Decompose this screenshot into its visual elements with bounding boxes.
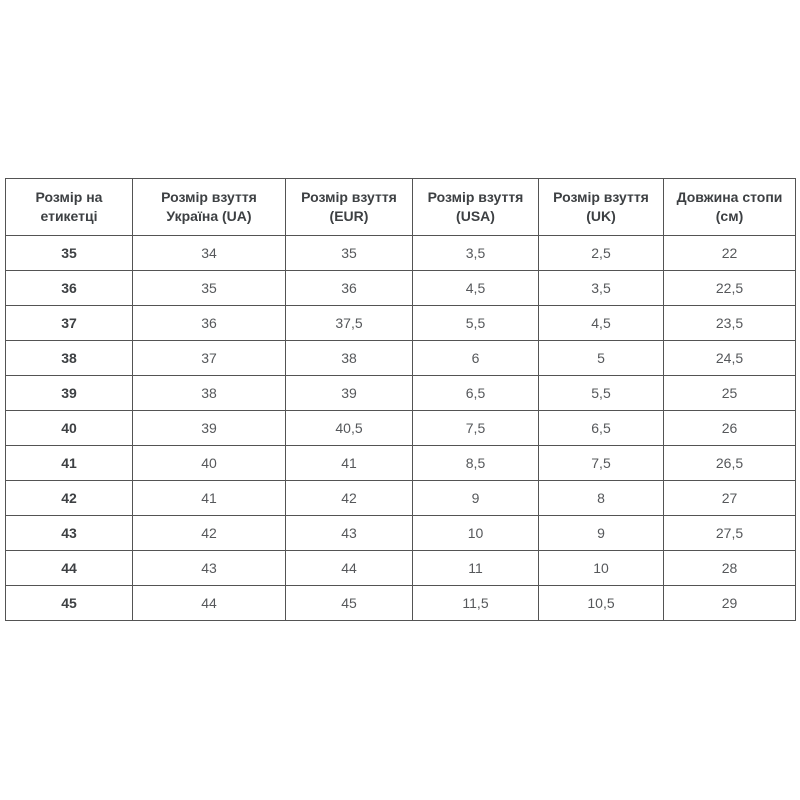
table-cell: 27 bbox=[664, 481, 796, 516]
table-cell: 43 bbox=[133, 551, 286, 586]
table-cell: 25 bbox=[664, 376, 796, 411]
table-cell: 9 bbox=[539, 516, 664, 551]
table-cell: 41 bbox=[133, 481, 286, 516]
table-cell: 36 bbox=[286, 271, 413, 306]
column-header-usa-size: Розмір взуття (USA) bbox=[413, 179, 539, 236]
table-cell: 4,5 bbox=[539, 306, 664, 341]
column-header-ua-size: Розмір взуття Україна (UA) bbox=[133, 179, 286, 236]
shoe-size-conversion-table bbox=[5, 178, 796, 621]
row-label: 35 bbox=[6, 236, 133, 271]
table-cell: 27,5 bbox=[664, 516, 796, 551]
table-cell: 9 bbox=[413, 481, 539, 516]
table-row bbox=[6, 306, 796, 341]
table-row bbox=[6, 446, 796, 481]
row-label: 40 bbox=[6, 411, 133, 446]
table-row bbox=[6, 551, 796, 586]
column-header-label-size: Розмір на етикетці bbox=[6, 179, 133, 236]
table-cell: 6,5 bbox=[539, 411, 664, 446]
row-label: 38 bbox=[6, 341, 133, 376]
table-cell: 34 bbox=[133, 236, 286, 271]
table-cell: 36 bbox=[133, 306, 286, 341]
table-cell: 39 bbox=[133, 411, 286, 446]
row-label: 39 bbox=[6, 376, 133, 411]
table-cell: 6 bbox=[413, 341, 539, 376]
table-cell: 38 bbox=[286, 341, 413, 376]
row-label: 41 bbox=[6, 446, 133, 481]
table-cell: 23,5 bbox=[664, 306, 796, 341]
table-cell: 7,5 bbox=[539, 446, 664, 481]
table-cell: 11,5 bbox=[413, 586, 539, 621]
table-cell: 8 bbox=[539, 481, 664, 516]
table-cell: 42 bbox=[133, 516, 286, 551]
table-row bbox=[6, 271, 796, 306]
table-cell: 28 bbox=[664, 551, 796, 586]
table-cell: 22,5 bbox=[664, 271, 796, 306]
table-cell: 24,5 bbox=[664, 341, 796, 376]
table-row bbox=[6, 411, 796, 446]
table-cell: 43 bbox=[286, 516, 413, 551]
table-cell: 5,5 bbox=[539, 376, 664, 411]
column-header-foot-length: Довжина стопи (см) bbox=[664, 179, 796, 236]
table-cell: 8,5 bbox=[413, 446, 539, 481]
table-cell: 35 bbox=[286, 236, 413, 271]
table-cell: 3,5 bbox=[539, 271, 664, 306]
table-cell: 26,5 bbox=[664, 446, 796, 481]
table-cell: 40 bbox=[133, 446, 286, 481]
table-cell: 5 bbox=[539, 341, 664, 376]
column-header-uk-size: Розмір взуття (UK) bbox=[539, 179, 664, 236]
table-cell: 37 bbox=[133, 341, 286, 376]
table-row bbox=[6, 341, 796, 376]
table-cell: 35 bbox=[133, 271, 286, 306]
table-cell: 10 bbox=[413, 516, 539, 551]
table-cell: 2,5 bbox=[539, 236, 664, 271]
table-cell: 45 bbox=[286, 586, 413, 621]
table-cell: 38 bbox=[133, 376, 286, 411]
table-row bbox=[6, 376, 796, 411]
column-header-eur-size: Розмір взуття (EUR) bbox=[286, 179, 413, 236]
table-header bbox=[6, 179, 796, 236]
table-cell: 26 bbox=[664, 411, 796, 446]
table-row bbox=[6, 586, 796, 621]
row-label: 37 bbox=[6, 306, 133, 341]
table-cell: 37,5 bbox=[286, 306, 413, 341]
table-cell: 42 bbox=[286, 481, 413, 516]
table-cell: 41 bbox=[286, 446, 413, 481]
table-row bbox=[6, 481, 796, 516]
table-body bbox=[6, 236, 796, 621]
table-cell: 22 bbox=[664, 236, 796, 271]
row-label: 36 bbox=[6, 271, 133, 306]
row-label: 42 bbox=[6, 481, 133, 516]
table-cell: 4,5 bbox=[413, 271, 539, 306]
row-label: 45 bbox=[6, 586, 133, 621]
table-row bbox=[6, 236, 796, 271]
header-row bbox=[6, 179, 796, 236]
row-label: 44 bbox=[6, 551, 133, 586]
table-row bbox=[6, 516, 796, 551]
table-cell: 44 bbox=[286, 551, 413, 586]
table-cell: 39 bbox=[286, 376, 413, 411]
table-cell: 40,5 bbox=[286, 411, 413, 446]
table-cell: 5,5 bbox=[413, 306, 539, 341]
table-cell: 44 bbox=[133, 586, 286, 621]
table-cell: 10,5 bbox=[539, 586, 664, 621]
row-label: 43 bbox=[6, 516, 133, 551]
table-cell: 7,5 bbox=[413, 411, 539, 446]
table-cell: 3,5 bbox=[413, 236, 539, 271]
table-cell: 29 bbox=[664, 586, 796, 621]
table-cell: 11 bbox=[413, 551, 539, 586]
table-cell: 10 bbox=[539, 551, 664, 586]
table-cell: 6,5 bbox=[413, 376, 539, 411]
